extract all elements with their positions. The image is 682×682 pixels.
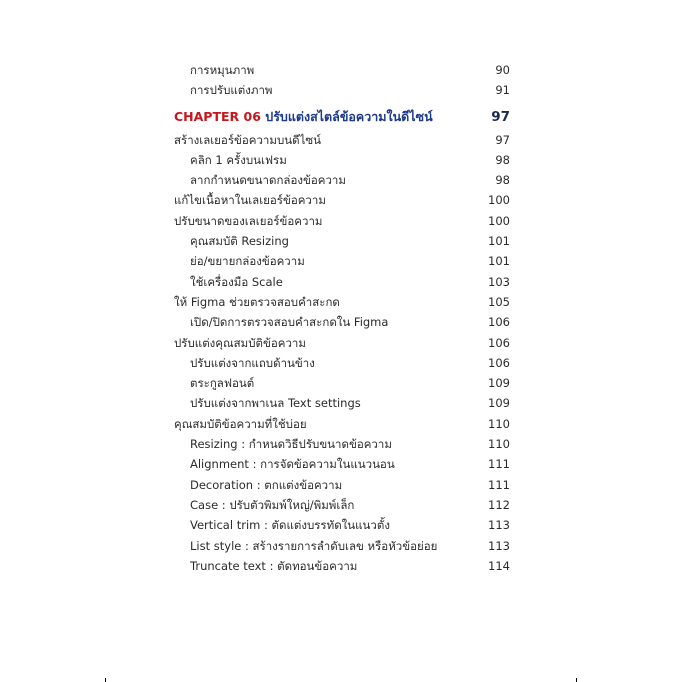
chapter-heading-title — [174, 105, 433, 129]
toc-entry-title: ปรับแต่งจากแถบด้านข้าง — [190, 355, 315, 370]
toc-entry-page: 90 — [495, 63, 510, 77]
toc-entry-title: การหมุนภาพ — [190, 63, 255, 77]
toc-entry-title: Resizing : กำหนดวิธีปรับขนาดข้อความ — [190, 437, 392, 452]
chapter-page: 97 — [491, 108, 510, 125]
toc-entry-page: 109 — [488, 396, 510, 411]
toc-entry-title: ปรับขนาดของเลเยอร์ข้อความ — [174, 213, 323, 228]
toc-entry-title: แก้ไขเนื้อหาในเลเยอร์ข้อความ — [174, 193, 326, 208]
toc-entry-page: 113 — [488, 538, 510, 553]
toc-entry-page: 111 — [488, 457, 510, 472]
toc-entry — [174, 475, 510, 495]
toc-entry — [174, 80, 510, 100]
toc-entry-page: 106 — [488, 335, 510, 350]
toc-entry — [174, 373, 510, 393]
toc-entry-title: ลากกำหนดขนาดกล่องข้อความ — [190, 173, 346, 188]
toc-entry — [174, 414, 510, 434]
toc-entry-page: 110 — [488, 416, 510, 431]
toc-entry — [174, 556, 510, 576]
toc-entry-page: 112 — [488, 497, 510, 512]
toc-entry-title: ปรับแต่งจากพาเนล Text settings — [190, 396, 361, 411]
toc-entry-title: Decoration : ตกแต่งข้อความ — [190, 477, 343, 492]
toc-entry — [174, 434, 510, 454]
toc-entry-page: 100 — [488, 213, 510, 228]
toc-entry-page: 100 — [488, 193, 510, 208]
toc-entry — [174, 333, 510, 353]
toc-entry — [174, 454, 510, 474]
toc-entry — [174, 393, 510, 413]
toc-entry-page: 98 — [495, 173, 510, 188]
toc-entry — [174, 495, 510, 515]
toc-entry-title: ปรับแต่งคุณสมบัติข้อความ — [174, 335, 306, 350]
toc-entry — [174, 60, 510, 80]
toc-entry — [174, 251, 510, 271]
toc-entry-page: 113 — [488, 518, 510, 533]
toc-entry-page: 91 — [495, 83, 510, 98]
toc-entry-title: สร้างเลเยอร์ข้อความบนดีไซน์ — [174, 132, 322, 147]
toc-entry-page: 109 — [488, 376, 510, 391]
toc-entry — [174, 353, 510, 373]
toc-entry-title: เปิด/ปิดการตรวจสอบคำสะกดใน Figma — [190, 315, 389, 330]
toc-entry-page: 105 — [488, 294, 510, 309]
toc-entry — [174, 150, 510, 170]
toc-entry-title: คุณสมบัติ Resizing — [190, 234, 289, 249]
toc-entry — [174, 170, 510, 190]
toc-entry — [174, 272, 510, 292]
toc-entry-title: ตระกูลฟอนต์ — [190, 376, 255, 391]
toc-entry-title: Case : ปรับตัวพิมพ์ใหญ่/พิมพ์เล็ก — [190, 497, 355, 512]
toc-entry-title: ย่อ/ขยายกล่องข้อความ — [190, 254, 305, 269]
table-of-contents — [174, 60, 510, 576]
toc-entry-title: List style : สร้างรายการลำดับเลข หรือหัวข้อย่อย — [190, 538, 438, 553]
toc-entry — [174, 292, 510, 312]
toc-entry-page: 110 — [488, 437, 510, 452]
toc-entry-title: การปรับแต่งภาพ — [190, 83, 273, 98]
toc-entry-title: Alignment : การจัดข้อความในแนวนอน — [190, 457, 395, 472]
toc-entry — [174, 312, 510, 332]
crop-mark-left — [105, 678, 106, 682]
chapter-heading — [174, 105, 510, 129]
toc-entry — [174, 536, 510, 556]
toc-entry-page: 101 — [488, 254, 510, 269]
chapter-label: CHAPTER 06 — [174, 108, 261, 124]
toc-entry-title: ใช้เครื่องมือ Scale — [190, 274, 283, 289]
toc-entry — [174, 515, 510, 535]
toc-entry — [174, 231, 510, 251]
toc-entry-title: คุณสมบัติข้อความที่ใช้บ่อย — [174, 416, 307, 431]
toc-entry-page: 103 — [488, 274, 510, 289]
toc-entry — [174, 190, 510, 210]
toc-entry-page: 101 — [488, 234, 510, 249]
toc-entry-title: Vertical trim : ตัดแต่งบรรทัดในแนวตั้ง — [190, 518, 390, 533]
toc-entry-page: 98 — [495, 152, 510, 167]
toc-entry-page: 106 — [488, 315, 510, 330]
toc-entry-page: 111 — [488, 477, 510, 492]
toc-entry-title: Truncate text : ตัดทอนข้อความ — [190, 558, 358, 573]
chapter-title: ปรับแต่งสไตล์ข้อความในดีไซน์ — [265, 108, 433, 124]
toc-entry-page: 106 — [488, 355, 510, 370]
toc-entry — [174, 211, 510, 231]
toc-entry — [174, 130, 510, 150]
toc-entry-page: 114 — [488, 558, 510, 573]
crop-mark-right — [576, 678, 577, 682]
toc-entry-title: คลิก 1 ครั้งบนเฟรม — [190, 152, 287, 167]
toc-entry-page: 97 — [495, 132, 510, 147]
toc-entry-title: ให้ Figma ช่วยตรวจสอบคำสะกด — [174, 294, 340, 309]
